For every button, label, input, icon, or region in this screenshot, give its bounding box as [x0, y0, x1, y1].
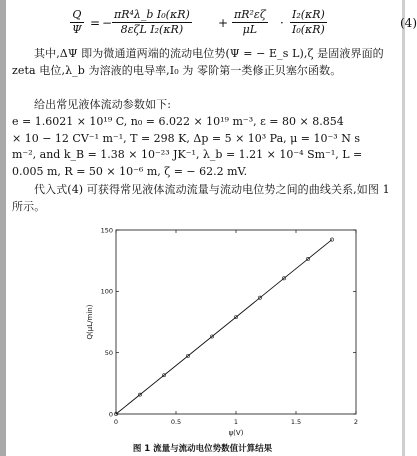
x-tick-label: 2 — [353, 418, 359, 426]
x-axis-label: ψ(V) — [228, 429, 244, 437]
eq-term2-fraction — [232, 8, 268, 37]
x-tick-label: 0.5 — [170, 418, 182, 426]
eq-term3-fraction — [290, 8, 327, 37]
eq-lhs-num: Q — [70, 8, 84, 23]
equation-number: (4) — [400, 16, 417, 30]
eq-term3-den: I₀(κR) — [292, 23, 325, 36]
plot-frame — [116, 230, 356, 414]
eq-term1-den: 8εζL I₂(κR) — [120, 23, 184, 36]
y-tick-label: 0 — [108, 410, 113, 419]
y-tick-label: 100 — [100, 287, 113, 296]
series-line — [116, 240, 332, 414]
x-tick-label: 1 — [233, 418, 239, 426]
x-tick-label: 1.5 — [290, 418, 302, 426]
eq-term1-num: πR⁴λ_b I₀(κR) — [114, 8, 190, 21]
paragraph-definitions: 其中,ΔΨ 即为微通道两端的流动电位势(Ψ = − E_s L),ζ 是固液界面的 zeta 电位,λ_b 为溶液的电导率,I₀ 为 零阶第一类修正贝塞尔函数。 — [12, 47, 384, 77]
figure-caption: 图 1 流量与流动电位势数值计算结果 — [132, 444, 273, 454]
data-point — [330, 238, 333, 241]
figure-1-chart — [60, 226, 378, 436]
eq-lhs-den: Ψ — [72, 23, 82, 36]
eq-term3-num: I₂(κR) — [292, 8, 325, 21]
eq-term2-num: πR²εζ — [234, 8, 266, 21]
x-tick-label: 0 — [113, 418, 119, 426]
eq-lhs-fraction — [70, 8, 84, 37]
parameter-line: × 10 − 12 CV⁻¹ m⁻¹, T = 298 K, Δp = 5 × 10³ Pa, μ = 10⁻³ N s — [12, 131, 360, 145]
eq-term2-den: μL — [242, 23, 258, 36]
eq-equals: = — [90, 16, 101, 30]
y-tick-label: 50 — [104, 348, 113, 357]
parameter-line: m⁻², and k_B = 1.38 × 10⁻²³ JK⁻¹, λ_b = 1.21 × 10⁻⁴ Sm⁻¹, L = — [12, 148, 363, 161]
parameter-line: 0.005 m, R = 50 × 10⁻⁶ m, ζ = − 62.2 mV. — [12, 164, 248, 178]
paragraph-figure-ref: 代入式(4) 可获得常见液体流动流量与流动电位势之间的曲线关系,如图 1 所示。 — [12, 183, 390, 213]
equation-4 — [70, 4, 417, 44]
paragraph-params-intro: 给出常见液体流动参数如下: — [34, 98, 172, 111]
parameter-list — [12, 114, 396, 180]
eq-plus: + — [218, 16, 229, 30]
right-page-edge — [402, 0, 405, 456]
y-tick-label: 150 — [100, 226, 113, 235]
eq-times: · — [280, 16, 284, 30]
eq-term1-fraction — [112, 8, 192, 37]
left-page-edge — [0, 0, 6, 456]
y-axis-label: Q(μL/min) — [86, 304, 94, 340]
chart-svg — [60, 226, 378, 436]
eq-minus: − — [102, 16, 113, 30]
parameter-line: e = 1.6021 × 10¹⁹ C, n₀ = 6.022 × 10¹⁹ m⁻³, ε = 80 × 8.854 — [12, 115, 344, 128]
